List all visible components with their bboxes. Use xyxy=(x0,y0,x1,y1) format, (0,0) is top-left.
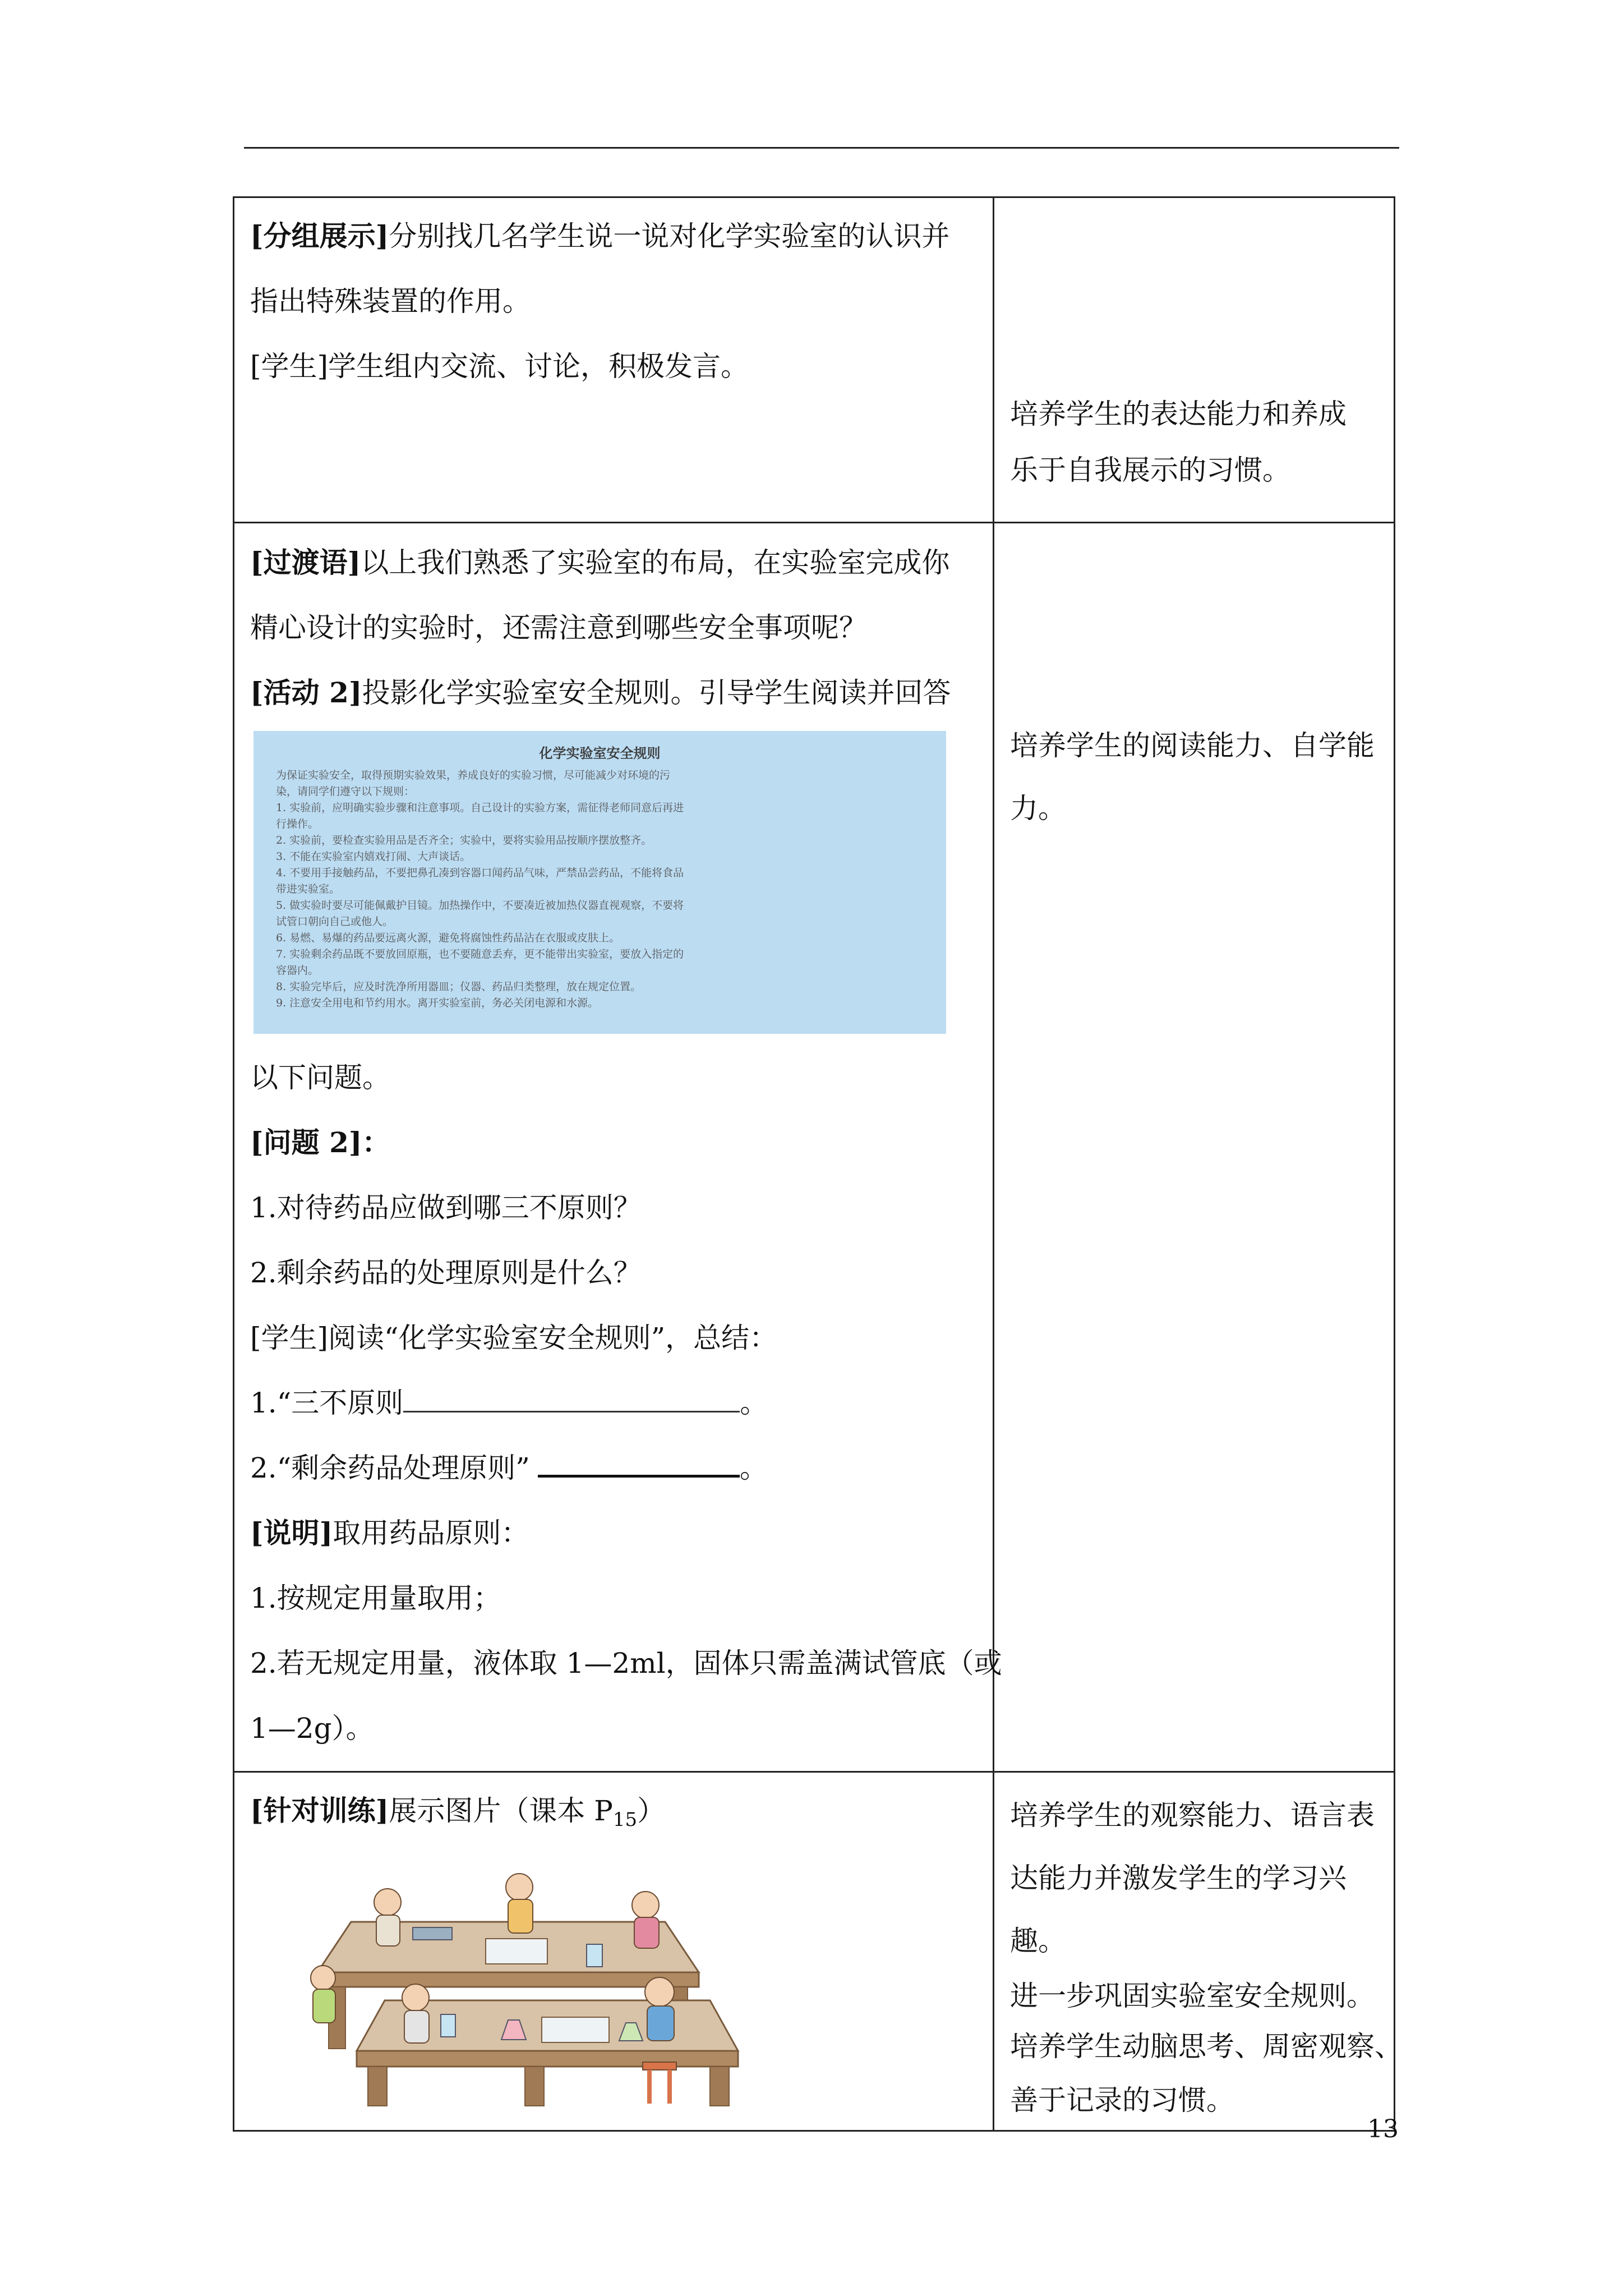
safety-rule-line: 5. 做实验时要尽可能佩戴护目镜。加热操作中，不要凑近被加热仪器直视观察，不要将 xyxy=(276,899,684,912)
table-row xyxy=(234,523,1395,1772)
purpose-cell xyxy=(994,197,1395,523)
paragraph xyxy=(250,1778,977,1852)
section-tag: [分组展示] xyxy=(250,219,389,252)
paragraph-text: 以上我们熟悉了实验室的布局，在实验室完成你 xyxy=(361,546,950,579)
purpose-text: 培养学生的观察能力、语言表 xyxy=(1010,1799,1375,1832)
blank-end: 。 xyxy=(739,1452,768,1484)
section-tag: [过渡语] xyxy=(250,546,361,579)
blank-prompt: 1.“三不原则 xyxy=(250,1387,404,1419)
safety-rules-list xyxy=(276,767,924,1011)
purpose-cell xyxy=(994,1772,1403,2131)
page-number: 13 xyxy=(1367,2115,1399,2143)
paragraph: 1—2g）。 xyxy=(250,1712,374,1745)
safety-rule-line: 9. 注意安全用电和节约用水。离开实验室前，务必关闭电源和水源。 xyxy=(276,997,599,1009)
safety-rule-line: 容器内。 xyxy=(276,964,319,977)
safety-rule-line: 7. 实验剩余药品既不要放回原瓶，也不要随意丢弃，更不能带出实验室，要放入指定的 xyxy=(276,948,684,960)
paragraph: 精心设计的实验时，还需注意到哪些安全事项呢？ xyxy=(250,611,867,644)
purpose-text: 乐于自我展示的习惯。 xyxy=(1010,454,1290,486)
activity-cell xyxy=(234,523,1002,1772)
table-row xyxy=(234,1772,1395,2131)
paragraph xyxy=(250,660,977,725)
paragraph: 1.按规定用量取用； xyxy=(250,1582,501,1614)
lab-illustration xyxy=(273,1860,744,2107)
paragraph xyxy=(250,1501,977,1566)
answer-blank[interactable] xyxy=(538,1452,740,1478)
paragraph-text: 投影化学实验室安全规则。引导学生阅读并回答 xyxy=(362,677,951,709)
header-rule xyxy=(244,147,1399,149)
paragraph: 指出特殊装置的作用。 xyxy=(250,285,531,318)
subscript: 15 xyxy=(612,1809,638,1831)
section-tag: [针对训练] xyxy=(250,1794,389,1827)
paragraph-text: 分别找几名学生说一说对化学实验室的认识并 xyxy=(389,220,950,252)
fill-blank-line xyxy=(250,1370,977,1435)
question-item: 2.剩余药品的处理原则是什么？ xyxy=(250,1257,642,1289)
safety-rules-image xyxy=(253,731,946,1034)
activity-cell xyxy=(234,197,994,523)
safety-rule-line: 8. 实验完毕后，应及时洗净所用器皿；仪器、药品归类整理，放在规定位置。 xyxy=(276,981,642,993)
purpose-text: 进一步巩固实验室安全规则。 xyxy=(1010,1980,1375,2012)
paragraph-text: 取用药品原则： xyxy=(333,1517,529,1549)
lesson-table xyxy=(233,196,1403,2132)
section-tag: [说明] xyxy=(250,1516,333,1549)
paragraph-text: 展示图片（课本 P xyxy=(389,1795,613,1827)
safety-rule-line: 6. 易燃、易爆的药品要远离火源，避免将腐蚀性药品沾在衣服或皮肤上。 xyxy=(276,932,620,944)
safety-rule-line: 为保证实验安全，取得预期实验效果，养成良好的实验习惯，尽可能减少对环境的污 xyxy=(276,769,671,781)
paragraph-text: ） xyxy=(637,1795,666,1827)
table-row xyxy=(234,197,1395,523)
answer-blank[interactable] xyxy=(403,1388,740,1412)
purpose-cell xyxy=(994,523,1395,1772)
safety-rule-line: 1. 实验前，应明确实验步骤和注意事项。自己设计的实验方案，需征得老师同意后再进 xyxy=(276,802,684,814)
purpose-text: 培养学生的表达能力和养成 xyxy=(1010,398,1347,430)
blank-prompt: 2.“剩余药品处理原则” xyxy=(250,1452,530,1484)
purpose-text: 培养学生的阅读能力、自学能 xyxy=(1010,729,1375,762)
fill-blank-line xyxy=(250,1435,977,1501)
purpose-text: 力。 xyxy=(1010,792,1066,825)
safety-rule-line: 2. 实验前，要检查实验用品是否齐全；实验中，要将实验用品按顺序摆放整齐。 xyxy=(276,834,652,846)
section-tag: [活动 2] xyxy=(250,676,362,709)
purpose-text: 善于记录的习惯。 xyxy=(1010,2084,1234,2116)
paragraph: [学生]学生组内交流、讨论，积极发言。 xyxy=(250,350,749,383)
safety-rule-line: 带进实验室。 xyxy=(276,883,340,895)
safety-rule-line: 行操作。 xyxy=(276,818,319,830)
question-item: 1.对待药品应做到哪三不原则？ xyxy=(250,1191,642,1224)
question-heading: [问题 2]： xyxy=(250,1126,390,1159)
blank-end: 。 xyxy=(740,1387,768,1419)
paragraph xyxy=(250,530,977,595)
safety-rules-title: 化学实验室安全规则 xyxy=(539,745,661,761)
purpose-text: 达能力并激发学生的学习兴 xyxy=(1010,1862,1347,1894)
safety-rule-line: 4. 不要用手接触药品，不要把鼻孔凑到容器口闻药品气味，严禁品尝药品，不能将食品 xyxy=(276,867,684,879)
purpose-text: 培养学生动脑思考、周密观察、 xyxy=(1010,2030,1403,2063)
activity-cell xyxy=(234,1772,994,2131)
purpose-text: 趣。 xyxy=(1010,1925,1066,1957)
safety-rule-line: 染，请同学们遵守以下规则： xyxy=(276,785,415,798)
paragraph: 以下问题。 xyxy=(250,1061,390,1094)
paragraph: [学生]阅读“化学实验室安全规则”，总结： xyxy=(250,1322,778,1354)
lab-scene-image xyxy=(273,1860,744,2107)
paragraph: 2.若无规定用量，液体取 1—2ml，固体只需盖满试管底（或 xyxy=(250,1647,1002,1680)
paragraph xyxy=(250,204,977,269)
safety-rule-line: 3. 不能在实验室内嬉戏打闹、大声谈话。 xyxy=(276,850,471,863)
safety-rule-line: 试管口朝向自己或他人。 xyxy=(276,915,394,928)
